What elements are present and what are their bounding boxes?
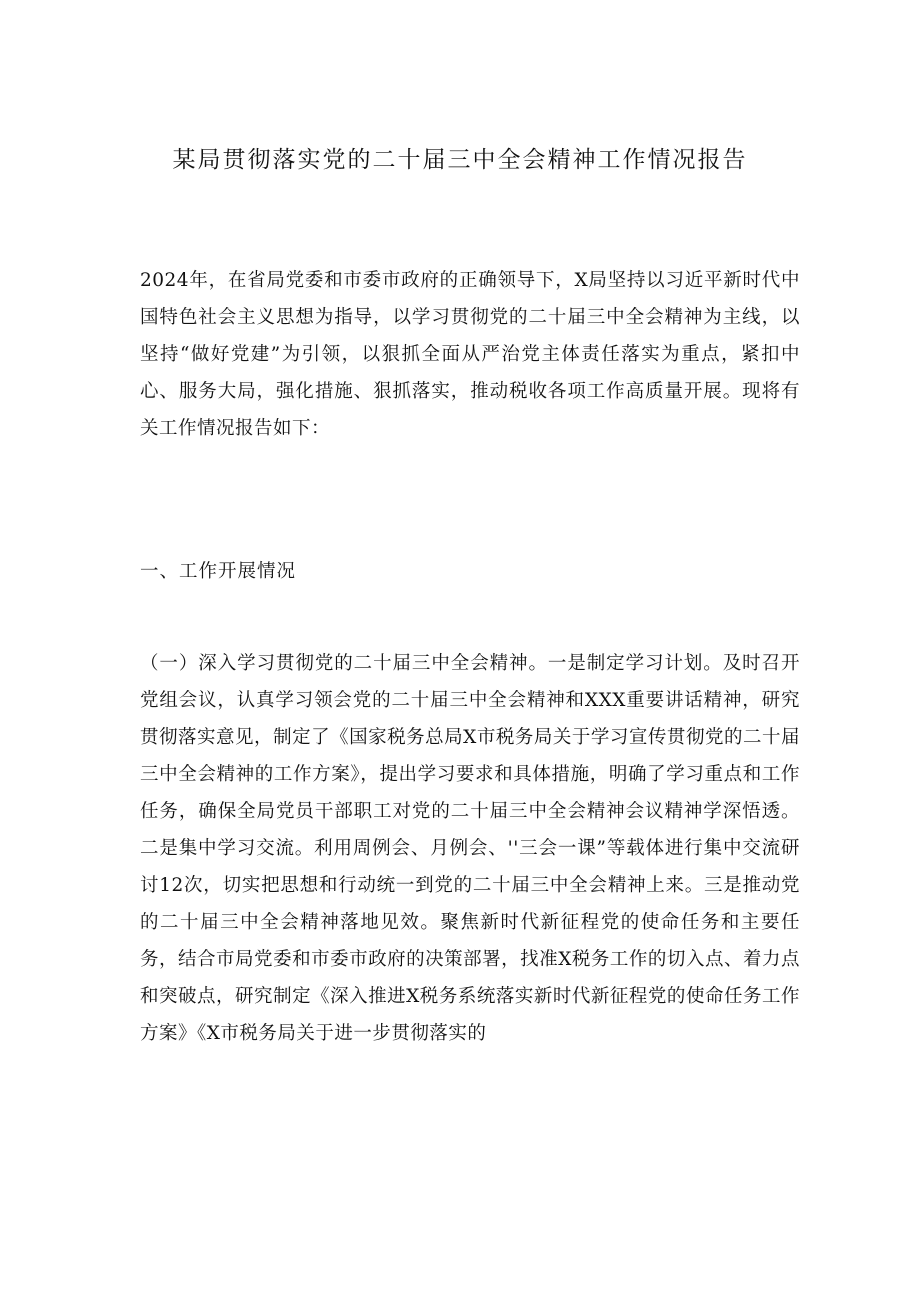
document-title: 某局贯彻落实党的二十届三中全会精神工作情况报告 [172,147,748,173]
intro-paragraph: 2024年，在省局党委和市委市政府的正确领导下，X局坚持以习近平新时代中国特色社会主义思想为指导，以学习贯彻党的二十届三中全会精神为主线，以坚持“做好党建”为引领，以狠抓全面从严治党主体责任落实为重点，紧扣中心、服务大局，强化措施、狠抓落实，推动税收各项工作高质量开展。现将有关工作情况报告如下： [140,270,800,439]
section-heading: 一、工作开展情况 [140,561,297,582]
section-paragraph: （一）深入学习贯彻党的二十届三中全会精神。一是制定学习计划。及时召开党组会议，认真学习领会党的二十届三中全会精神和XXX重要讲话精神，研究贯彻落实意见，制定了《国家税务总局X市税务局关于学习宣传贯彻党的二十届三中全会精神的工作方案》，提出学习要求和具体措施，明确了学习重点和工作任务，确保全局党员干部职工对党的二十届三中全会精神会议精神学深悟透。二是集中学习交流。利用周例会、月例会、''三会一课”等载体进行集中交流研讨12次，切实把思想和行动统一到党的二十届三中全会精神上来。三是推动党的二十届三中全会精神落地见效。聚焦新时代新征程党的使命任务和主要任务，结合市局党委和市委市政府的决策部署，找准X税务工作的切入点、着力点和突破点，研究制定《深入推进X税务系统落实新时代新征程党的使命任务工作方案》《X市税务局关于进一步贯彻落实的 [140,653,800,1044]
